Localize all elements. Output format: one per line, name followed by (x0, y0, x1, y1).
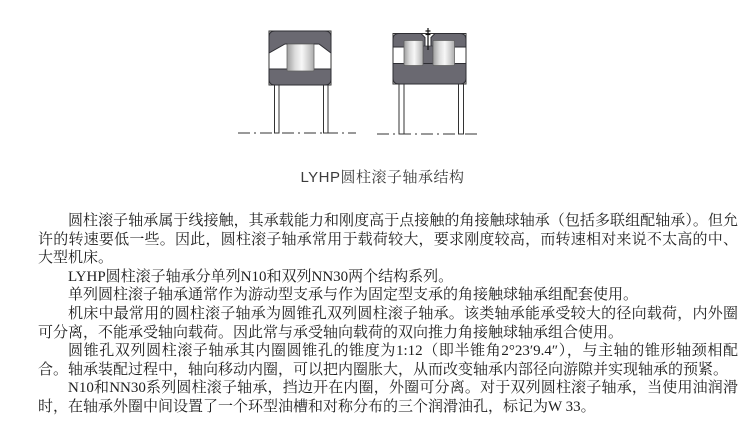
paragraph: 圆锥孔双列圆柱滚子轴承其内圈圆锥孔的锥度为1:12（即半锥角2°23′9.4″），与主轴的锥形轴颈相配合。轴承装配过程中，轴向移动内圈，可以把内圈胀大，从而改变轴承内部径向游隙并实现轴承的预紧。 (38, 343, 738, 378)
inner-ring (269, 69, 331, 85)
single-row-bearing-diagram (232, 20, 364, 142)
shaft-section-line (275, 85, 280, 133)
paragraph: 机床中最常用的圆柱滚子轴承为圆锥孔双列圆柱滚子轴承。该类轴承能承受较大的径向载荷，内外圈可分离，不能承受轴向载荷。因此常与承受轴向载荷的双向推力角接触球轴承组合使用。 (38, 305, 738, 341)
inner-ring (393, 64, 466, 85)
body-text (38, 212, 738, 417)
paragraph: N10和NN30系列圆柱滚子轴承，挡边开在内圈，外圈可分离。对于双列圆柱滚子轴承，当使用油润滑时，在轴承外圈中间设置了一个环型油槽和对称分布的三个润滑油孔，标记为W 33。 (38, 380, 738, 415)
roller-right (433, 41, 455, 66)
shaft-section-line (459, 84, 464, 134)
paragraph: 圆柱滚子轴承属于线接触，其承载能力和刚度高于点接触的角接触球轴承（包括多联组配轴承）。但允许的转速要低一些。因此，圆柱滚子轴承常用于载荷较大，要求刚度较高，而转速相对来说不太高的中、大型机床。 (38, 213, 738, 267)
shaft-section-line (324, 85, 329, 133)
roller (287, 44, 314, 71)
paragraph: 单列圆柱滚子轴承通常作为游动型支承与作为固定型支承的角接触球轴承组配套使用。 (68, 287, 639, 304)
shaft-section-line (399, 84, 404, 134)
figure-caption: LYHP圆柱滚子轴承结构 (300, 169, 465, 186)
paragraph: LYHP圆柱滚子轴承分单列N10和双列NN30两个结构系列。 (68, 268, 454, 285)
double-row-bearing-diagram (375, 20, 507, 142)
roller-left (404, 41, 423, 66)
